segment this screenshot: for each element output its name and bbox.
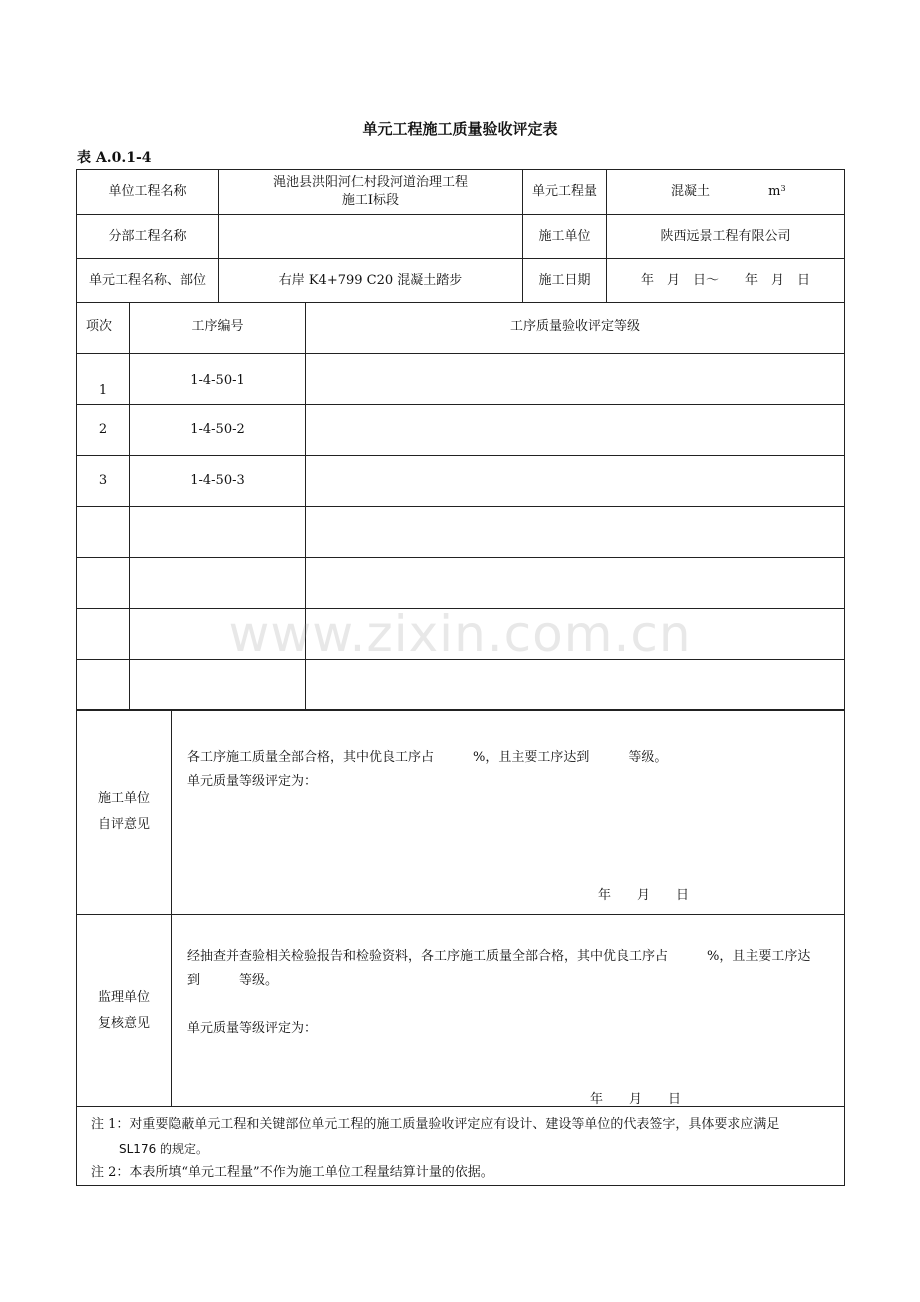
date-value: 年 月 日～ 年 月 日	[607, 259, 845, 303]
supervisor-review-text-line2: 到 等级。	[187, 973, 279, 988]
table-row	[77, 507, 845, 558]
unit-name-label: 单元工程名称、部位	[77, 259, 219, 303]
row-code: 1-4-50-2	[130, 405, 306, 456]
notes-table	[76, 1106, 845, 1186]
row-code	[130, 507, 306, 558]
unit-project-label: 单位工程名称	[77, 170, 219, 215]
row-grade[interactable]	[306, 354, 845, 405]
self-assessment-text-line1: 各工序施工质量全部合格，其中优良工序占 %，且主要工序达到 等级。	[187, 750, 668, 765]
note1-line2: SL176 的规定。	[119, 1142, 209, 1156]
self-assessment-row	[77, 710, 845, 915]
self-assessment-label-line2: 自评意见	[97, 817, 150, 832]
row-code: 1-4-50-3	[130, 456, 306, 507]
self-assessment-label	[77, 710, 172, 915]
date-label: 施工日期	[523, 259, 607, 303]
note1-line1: 注 1：对重要隐蔽单元工程和关键部位单元工程的施工质量验收评定应有设计、建设等单位的代表签字，具体要求应满足	[91, 1117, 780, 1132]
col-header-grade: 工序质量验收评定等级	[306, 303, 845, 354]
supervisor-review-row	[77, 915, 845, 1107]
row-grade[interactable]	[306, 660, 845, 711]
row-code	[130, 660, 306, 711]
unit-project-value-line1: 渑池县洪阳河仁村段河道治理工程	[272, 175, 468, 190]
opinion-table	[76, 709, 845, 1107]
row-index	[77, 660, 130, 711]
note2: 注 2：本表所填“单元工程量”不作为施工单位工程量结算计量的依据。	[91, 1165, 494, 1180]
sub-project-value[interactable]	[219, 215, 523, 259]
quantity-label: 单元工程量	[523, 170, 607, 215]
header-table	[76, 169, 845, 303]
row-index: 3	[77, 456, 130, 507]
table-code: 表 A.0.1-4	[77, 150, 152, 166]
row-grade[interactable]	[306, 558, 845, 609]
row-index: 1	[77, 354, 130, 405]
row-code	[130, 558, 306, 609]
quantity-value: 混凝土	[671, 184, 711, 199]
unit-project-value	[219, 170, 523, 215]
table-row	[77, 456, 845, 507]
row-code: 1-4-50-1	[130, 354, 306, 405]
supervisor-review-label-line2: 复核意见	[97, 1015, 150, 1031]
row-index: 2	[77, 405, 130, 456]
page-title: 单元工程施工质量验收评定表	[362, 120, 558, 138]
self-assessment-label-line1: 施工单位	[97, 791, 150, 806]
row-code	[130, 609, 306, 660]
row-grade[interactable]	[306, 609, 845, 660]
self-assessment-text-line2: 单元质量等级评定为：	[187, 774, 318, 789]
col-header-index: 项次	[77, 303, 130, 354]
row-index	[77, 558, 130, 609]
table-row	[77, 660, 845, 711]
quantity-unit: $m^3$	[768, 184, 786, 199]
notes-cell	[77, 1107, 845, 1186]
supervisor-review-label-line1: 监理单位	[97, 989, 150, 1005]
row-index	[77, 507, 130, 558]
supervisor-review-content[interactable]	[172, 915, 845, 1107]
table-row	[77, 405, 845, 456]
self-assessment-date: 年 月 日	[598, 888, 690, 903]
quantity-unit-sup: 3	[780, 184, 786, 193]
supervisor-review-date: 年 月 日	[590, 1092, 682, 1107]
contractor-value: 陕西远景工程有限公司	[607, 215, 845, 259]
col-header-code: 工序编号	[130, 303, 306, 354]
unit-project-value-line2: 施工Ⅰ标段	[341, 193, 400, 208]
sub-project-label: 分部工程名称	[77, 215, 219, 259]
watermark: www.zixin.com.cn	[228, 605, 692, 663]
quantity-cell	[607, 170, 845, 215]
unit-name-value: 右岸 K4+799 C20 混凝土踏步	[219, 259, 523, 303]
contractor-label: 施工单位	[523, 215, 607, 259]
self-assessment-content[interactable]	[172, 710, 845, 915]
row-grade[interactable]	[306, 507, 845, 558]
table-row	[77, 558, 845, 609]
row-index	[77, 609, 130, 660]
supervisor-review-label	[77, 915, 172, 1107]
row-grade[interactable]	[306, 405, 845, 456]
table-row	[77, 354, 845, 405]
table-row	[77, 609, 845, 660]
supervisor-review-text-line1: 经抽查并查验相关检验报告和检验资料，各工序施工质量全部合格，其中优良工序占 %，且主要工序达	[187, 949, 811, 964]
supervisor-review-text-line3: 单元质量等级评定为：	[187, 1021, 318, 1036]
row-grade[interactable]	[306, 456, 845, 507]
process-table	[76, 302, 845, 711]
